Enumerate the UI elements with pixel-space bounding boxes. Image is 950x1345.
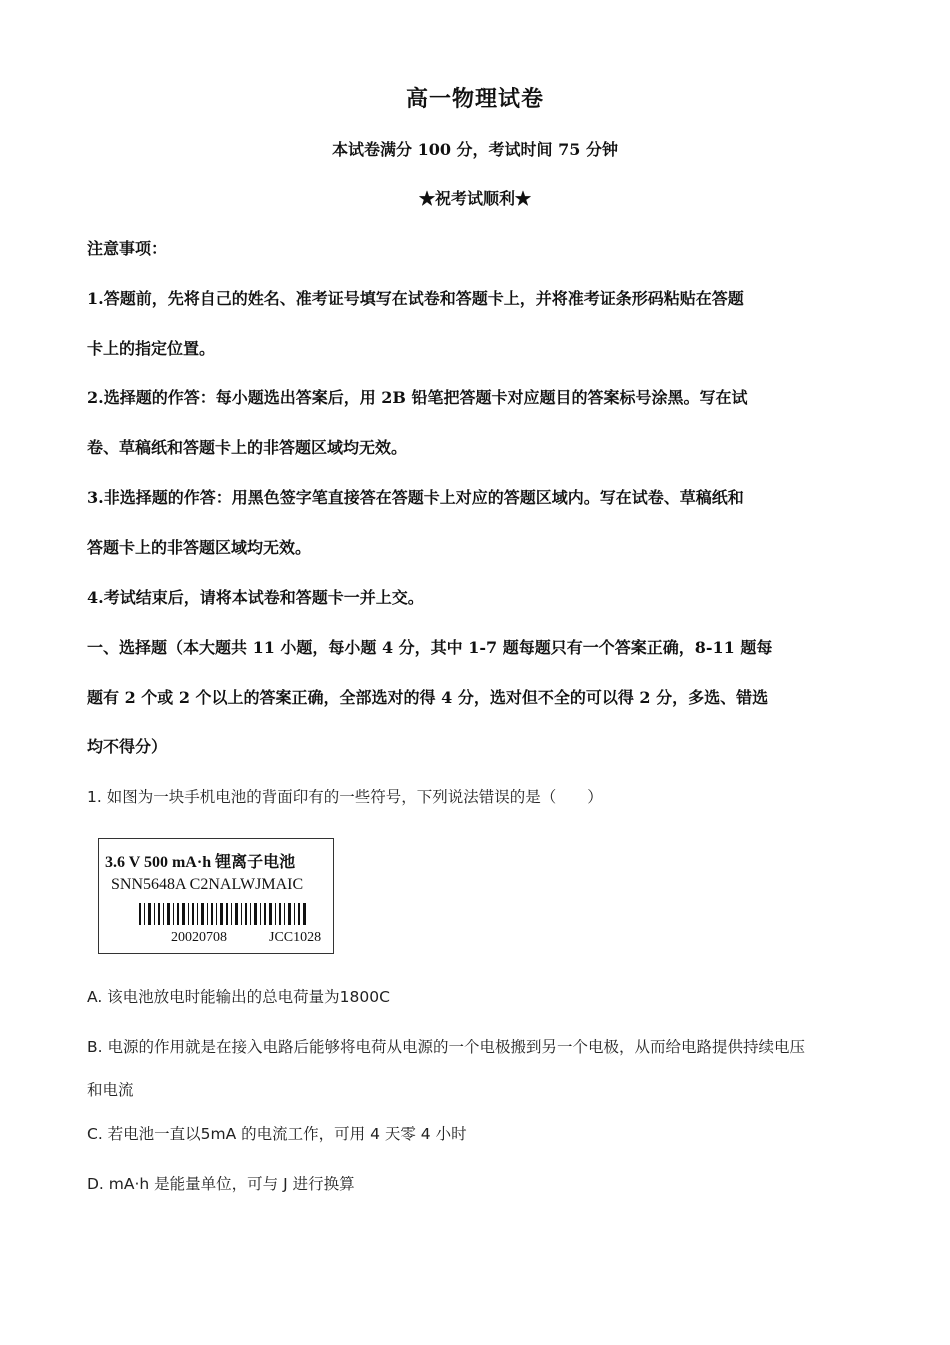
battery-model-text: SNN5648A C2NALWJMAIC — [111, 876, 304, 893]
notes-line: 答题卡上的非答题区域均无效。 — [87, 538, 312, 557]
notes-line: 2.选择题的作答：每小题选出答案后，用 2B 铅笔把答题卡对应题目的答案标号涂黑。写在试 — [87, 388, 748, 407]
battery-code-text: JCC1028 — [269, 930, 322, 945]
question-stem: 1. 如图为一块手机电池的背面印有的一些符号，下列说法错误的是（ ） — [87, 788, 603, 806]
section-heading-line: 题有 2 个或 2 个以上的答案正确，全部选对的得 4 分，选对但不全的可以得 2 分，多选、错选 — [87, 688, 769, 707]
exam-subtitle: 本试卷满分 100 分，考试时间 75 分钟 — [332, 140, 618, 159]
notes-line: 1.答题前，先将自己的姓名、准考证号填写在试卷和答题卡上，并将准考证条形码粘贴在答题 — [87, 289, 744, 308]
battery-spec-text: 3.6 V 500 mA·h 锂离子电池 — [105, 854, 296, 871]
option-a: A. 该电池放电时能输出的总电荷量为1800C — [87, 988, 390, 1006]
section-heading-line: 均不得分） — [87, 737, 168, 756]
battery-label-figure — [98, 838, 334, 954]
option-d: D. mA·h 是能量单位，可与 J 进行换算 — [87, 1175, 355, 1193]
option-b-continued: 和电流 — [87, 1081, 134, 1099]
option-c: C. 若电池一直以5mA 的电流工作，可用 4 天零 4 小时 — [87, 1125, 467, 1143]
battery-date-text: 20020708 — [171, 930, 227, 945]
notes-line: 4.考试结束后，请将本试卷和答题卡一并上交。 — [87, 588, 424, 607]
option-b: B. 电源的作用就是在接入电路后能够将电荷从电源的一个电极搬到另一个电极，从而给电路提供持续电压 — [87, 1038, 805, 1056]
notes-line: 卡上的指定位置。 — [87, 339, 216, 358]
notes-line: 3.非选择题的作答：用黑色签字笔直接答在答题卡上对应的答题区域内。写在试卷、草稿纸和 — [87, 488, 744, 507]
notes-heading: 注意事项： — [87, 239, 168, 258]
notes-line: 卷、草稿纸和答题卡上的非答题区域均无效。 — [87, 438, 408, 457]
barcode-icon — [139, 903, 309, 925]
page-title: 高一物理试卷 — [405, 86, 544, 112]
section-heading-line: 一、选择题（本大题共 11 小题，每小题 4 分，其中 1-7 题每题只有一个答案正确，8-11 题每 — [87, 638, 773, 657]
good-luck-line: ★祝考试顺利★ — [418, 189, 531, 208]
